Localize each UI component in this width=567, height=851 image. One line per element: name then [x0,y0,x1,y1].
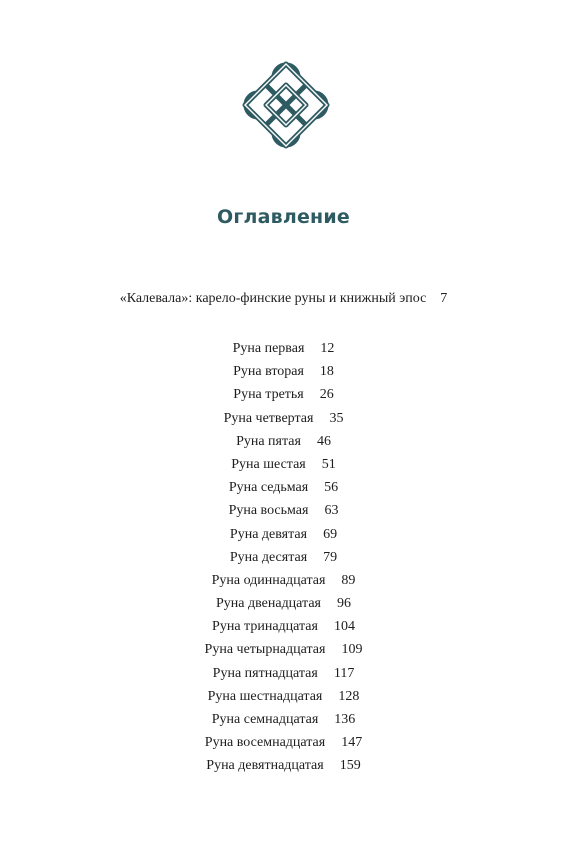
toc-entry[interactable] [0,685,567,708]
toc-entry[interactable] [0,592,567,615]
page-title: Оглавление [217,206,350,228]
toc-entry-page: 56 [324,480,339,496]
toc-entry-page: 18 [319,364,334,380]
toc-entry-page: 12 [320,341,335,356]
toc-entry-page: 46 [316,433,331,449]
table-of-contents [0,337,567,778]
toc-entry-title: Руна девятнадцатая [206,758,324,774]
toc-entry-title: Руна восемнадцатая [204,735,326,751]
toc-entry[interactable] [0,754,567,777]
toc-entry-page: 104 [333,619,355,635]
toc-entry-page: 159 [339,758,361,774]
toc-entry-title: Руна тринадцатая [212,619,318,635]
toc-entry[interactable] [0,731,567,754]
toc-entry-page: 147 [341,735,363,751]
toc-entry-title: Руна восьмая [228,503,309,519]
toc-entry[interactable] [0,476,567,499]
toc-entry-page: 7 [440,291,448,306]
toc-entry[interactable] [0,337,567,360]
toc-entry-title: Руна десятая [229,549,308,565]
toc-entry[interactable] [0,546,567,569]
toc-entry-title: Руна семнадцатая [211,712,319,727]
toc-entry-title: Руна шестая [231,456,306,472]
toc-entry[interactable] [0,708,567,731]
toc-entry-page: 26 [319,387,334,403]
toc-entry[interactable] [0,430,567,453]
toc-entry-page: 136 [334,712,356,727]
toc-entry-page: 109 [341,642,363,658]
toc-entry-title: Руна первая [232,341,305,356]
toc-entry[interactable] [0,638,567,661]
celtic-knot-diamond-icon [241,60,331,150]
toc-entry[interactable] [0,453,567,476]
toc-entry-page: 128 [338,688,360,704]
toc-entry-page: 35 [329,410,344,426]
toc-entry-title: Руна четырнадцатая [204,642,326,658]
toc-entry-title: Руна девятая [229,526,308,542]
toc-entry-title: «Калевала»: карело-финские руны и книжный эпос [119,291,427,306]
toc-entry[interactable] [0,407,567,430]
toc-entry-title: Руна пятая [236,433,301,449]
toc-entry[interactable] [0,523,567,546]
toc-entry-page: 117 [333,665,355,681]
toc-entry-page: 96 [336,596,351,612]
toc-entry-page: 51 [321,456,336,472]
toc-entry-title: Руна одиннадцатая [211,572,326,588]
toc-entry[interactable] [0,499,567,522]
toc-entry-page: 69 [323,526,338,542]
toc-intro-entry[interactable] [0,291,567,307]
toc-entry-page: 63 [324,503,339,519]
toc-entry[interactable] [0,569,567,592]
toc-entry[interactable] [0,383,567,406]
toc-entry[interactable] [0,662,567,685]
toc-entry-title: Руна четвертая [223,410,314,426]
toc-entry-title: Руна двенадцатая [216,596,321,612]
toc-entry-title: Руна седьмая [228,480,309,496]
toc-entry-title: Руна пятнадцатая [212,665,318,681]
toc-entry-title: Руна вторая [233,364,304,380]
toc-entry-title: Руна шестнадцатая [207,688,323,704]
toc-entry-page: 89 [341,572,356,588]
toc-entry-title: Руна третья [233,387,304,403]
toc-entry[interactable] [0,615,567,638]
toc-entry-page: 79 [323,549,338,565]
toc-entry[interactable] [0,360,567,383]
